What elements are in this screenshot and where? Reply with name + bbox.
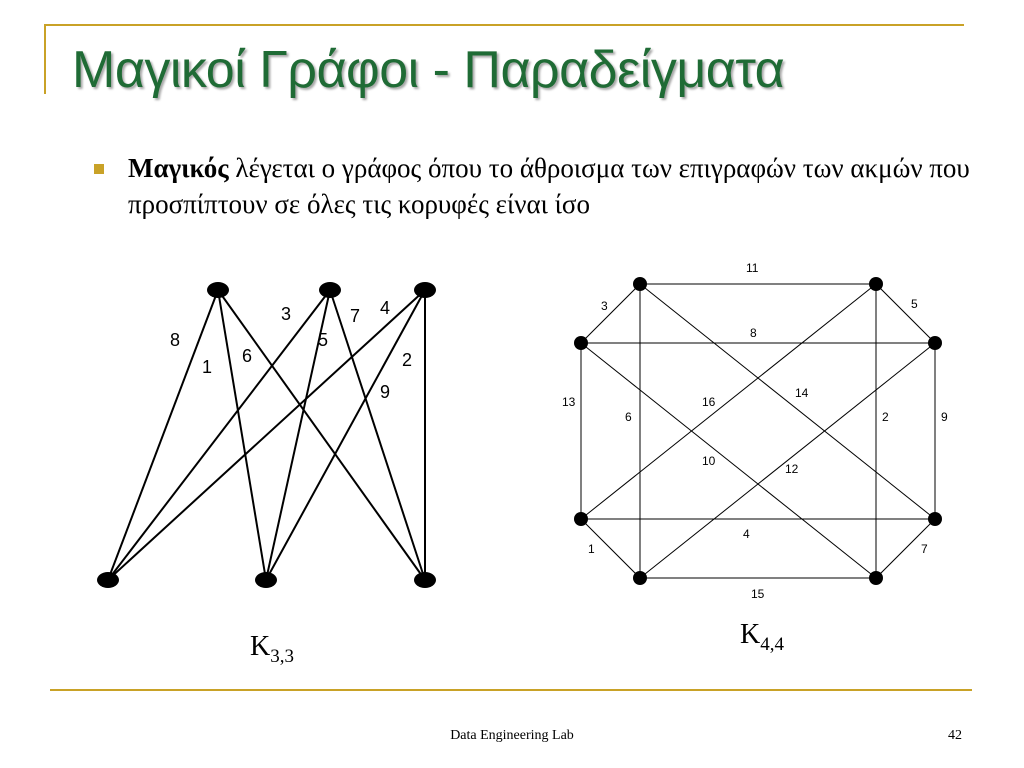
k44-graph	[581, 284, 935, 578]
k44-edge-label: 2	[882, 410, 889, 424]
k44-edge-labels	[562, 261, 948, 601]
k44-edge-label: 10	[702, 454, 716, 468]
k44-edge-label: 12	[785, 462, 799, 476]
k33-edge-label: 7	[350, 306, 361, 326]
k33-edge-label: 6	[242, 346, 253, 366]
footer-divider	[50, 689, 972, 691]
k33-edge-label: 2	[402, 350, 413, 370]
k44-edge	[640, 284, 935, 519]
footer-page-number: 42	[948, 728, 962, 743]
k44-edge-label: 5	[911, 297, 918, 311]
k44-edge-label: 3	[601, 299, 608, 313]
k44-vertex	[928, 336, 942, 350]
k33-vertex	[319, 282, 341, 298]
k33-edge-label: 8	[170, 330, 181, 350]
k33-edge	[108, 290, 218, 580]
k44-vertex	[928, 512, 942, 526]
k33-edge-label: 9	[380, 382, 391, 402]
k33-edge-label: 4	[380, 298, 391, 318]
k44-vertex	[869, 277, 883, 291]
k33-edge	[266, 290, 425, 580]
k44-edge-label: 14	[795, 386, 809, 400]
k44-edge	[876, 284, 935, 343]
k33-vertex	[255, 572, 277, 588]
k33-edge-labels	[170, 298, 412, 402]
k33-graph	[108, 290, 425, 580]
k44-edge-label: 15	[751, 587, 765, 601]
k44-vertices	[574, 277, 942, 585]
k44-edge-label: 9	[941, 410, 948, 424]
k33-edge	[218, 290, 266, 580]
k44-edge-label: 16	[702, 395, 716, 409]
k33-caption	[250, 631, 294, 667]
footer-lab-name: Data Engineering Lab	[450, 728, 574, 743]
k44-edge-label: 13	[562, 395, 576, 409]
k33-edge-label: 1	[202, 357, 213, 377]
k44-edge-label: 8	[750, 326, 757, 340]
k44-vertex	[869, 571, 883, 585]
k44-vertex	[574, 512, 588, 526]
k33-vertex	[97, 572, 119, 588]
k44-edge	[640, 343, 935, 578]
k44-edge	[581, 284, 640, 343]
bullet-bold-term: Μαγικός	[128, 153, 229, 183]
k44-edge	[581, 343, 876, 578]
k44-caption-main: K	[740, 619, 761, 650]
k44-edge-label: 4	[743, 527, 750, 541]
bullet-definition: λέγεται ο γράφος όπου το άθροισμα των επιγραφών των ακμών που προσπίπτουν σε όλες τις κορυφές είναι ίσο	[128, 153, 970, 219]
k33-vertex	[207, 282, 229, 298]
k44-caption-sub: 4,4	[760, 634, 784, 655]
k33-vertex	[414, 282, 436, 298]
k44-edge-label: 6	[625, 410, 632, 424]
k44-edge-label: 11	[746, 261, 759, 275]
k44-vertex	[633, 571, 647, 585]
k44-edge	[581, 284, 876, 519]
k44-caption	[740, 619, 784, 655]
k33-edge-label: 3	[281, 304, 292, 324]
k44-edge-label: 7	[921, 542, 928, 556]
k33-caption-sub: 3,3	[270, 646, 294, 667]
k44-edge-label: 1	[588, 542, 595, 556]
k33-edge	[108, 290, 330, 580]
slide-title: Μαγικοί Γράφοι - Παραδείγματα	[72, 41, 785, 99]
k44-vertex	[633, 277, 647, 291]
k33-vertex	[414, 572, 436, 588]
k44-vertex	[574, 336, 588, 350]
k33-caption-main: K	[250, 631, 271, 662]
k33-edge-label: 5	[318, 330, 329, 350]
